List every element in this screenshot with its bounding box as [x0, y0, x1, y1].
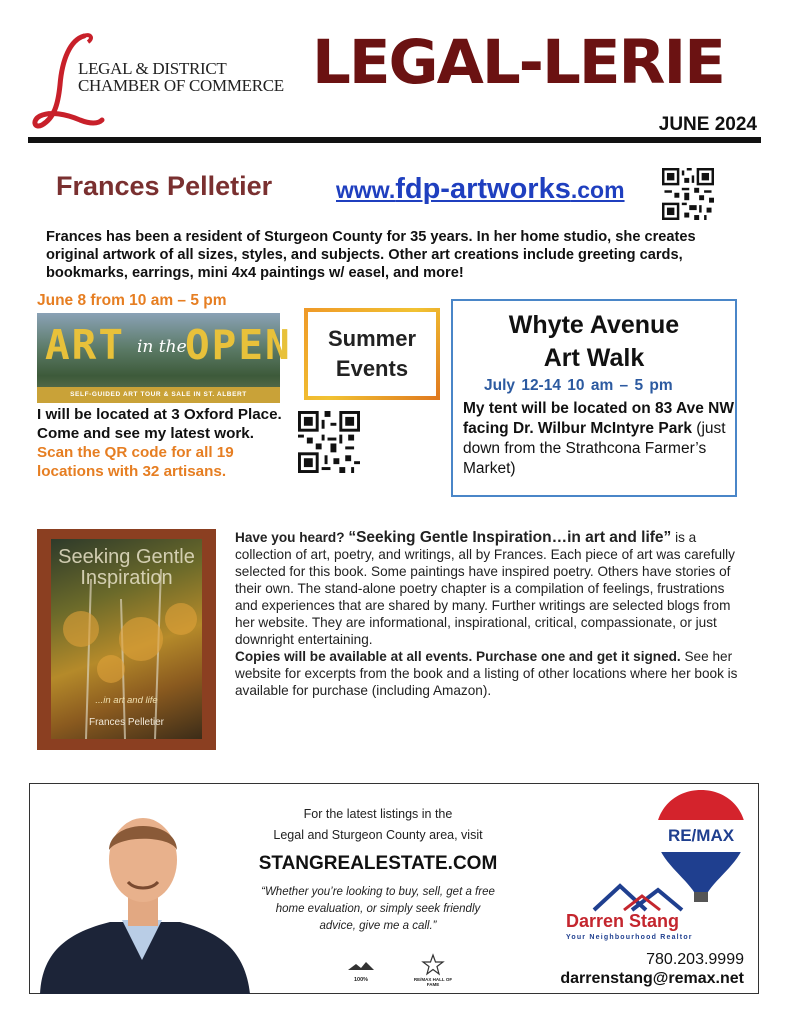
book-availability: Copies will be available at all events. Purchase one and get it signed.	[235, 649, 681, 664]
book-cover-title: Seeking Gentle Inspiration	[58, 546, 195, 589]
logo-line-2: CHAMBER OF COMMERCE	[78, 76, 284, 95]
house-logo-icon	[590, 880, 700, 912]
chamber-logo-text	[78, 60, 284, 94]
whyte-body-rest: (just down from the Strathcona Farmer’s Market)	[463, 420, 726, 477]
artist-intro: Frances has been a resident of Sturgeon County for 35 years. In her home studio, she creates original artwork of all sizes, styles, and subjects. Other art creations include greeting cards, bookmarks, earrings, mini 4x4 paintings w/ easel, and more!	[46, 229, 696, 281]
agent-tagline: Your Neighbourhood Realtor	[566, 934, 693, 941]
issue-date: JUNE 2024	[658, 114, 757, 135]
hall-of-fame-star-icon	[422, 954, 444, 976]
book-cover-subtitle: ...in art and life	[95, 695, 158, 706]
site-suffix: .com	[570, 177, 625, 203]
badge-100-percent: 100%	[353, 977, 369, 983]
book-description	[235, 529, 745, 699]
remax-wordmark: RE/MAX	[667, 826, 735, 845]
banner-word-in-the: in the	[137, 337, 187, 357]
agent-phone[interactable]: 780.203.9999	[646, 951, 744, 968]
book-cover-author: Frances Pelletier	[88, 717, 165, 728]
agent-photo-icon	[30, 790, 255, 994]
book-body: is a collection of art, poetry, and writings, all by Frances. Each piece of art was carefully selected for this book. Some paintings have inspired poetry. Others have stories of their own. The stand-alone poetry chapter is a compilation of feelings, frustrations and experiences that are shared by many. Further writings are selected blogs from her website. They are informational, inspirational, critical, compassionate, or just downright entertaining.	[235, 530, 735, 647]
ad-lead-line-1: For the latest listings in the	[303, 807, 453, 821]
location-text: I will be located at 3 Oxford Place. Come and see my latest work.	[37, 406, 282, 442]
site-prefix: www.	[336, 177, 396, 203]
ad-quote: “Whether you’re looking to buy, sell, get a free home evaluation, or simply seek friendly advice, give me a call.”	[261, 886, 495, 932]
summer-line-1: Summer	[327, 326, 417, 351]
realtor-advertisement	[29, 783, 759, 994]
header-divider	[28, 137, 761, 143]
artist-name: Frances Pelletier	[56, 171, 273, 201]
artist-website-link[interactable]	[336, 173, 625, 206]
art-in-the-open-banner	[37, 313, 292, 403]
agent-name: Darren Stang	[566, 911, 680, 931]
whyte-title-line-2: Art Walk	[543, 344, 645, 372]
art-in-the-open-location	[37, 405, 285, 481]
ad-lead	[258, 804, 498, 846]
location-highlight: Scan the QR code for all 19 locations with 32 artisans.	[37, 444, 234, 480]
whyte-body-bold: My tent will be located on 83 Ave NW facing Dr. Wilbur McIntyre Park	[463, 400, 735, 437]
website-qr-code-icon[interactable]	[662, 168, 714, 220]
locations-qr-code-icon[interactable]	[298, 411, 360, 473]
book-closing: See her website for excerpts from the book and a listing of other locations where her book is available for purchase (including Amazon).	[235, 649, 738, 698]
realtor-website-link[interactable]: STANGREALESTATE.COM	[258, 853, 498, 874]
summer-events-label	[304, 308, 440, 400]
banner-word-open: OPEN	[185, 321, 292, 369]
hundred-percent-club-icon	[346, 960, 376, 974]
whyte-avenue-box	[451, 299, 737, 497]
whyte-date: July 12-14 10 am – 5 pm	[484, 377, 673, 394]
agent-email[interactable]: darrenstang@remax.net	[560, 970, 744, 987]
whyte-title-line-1: Whyte Avenue	[508, 311, 680, 339]
whyte-title	[453, 309, 735, 375]
art-in-the-open-date: June 8 from 10 am – 5 pm	[37, 292, 227, 309]
book-lead: Have you heard?	[235, 530, 349, 545]
banner-word-art: ART	[45, 321, 126, 369]
badge-hall-of-fame: RE/MAX HALL OF FAME	[413, 977, 453, 987]
whyte-body	[463, 399, 735, 479]
site-main: fdp-artworks	[395, 173, 571, 205]
ad-lead-line-2: Legal and Sturgeon County area, visit	[273, 828, 483, 842]
banner-band: SELF-GUIDED ART TOUR & SALE IN ST. ALBERT	[37, 387, 280, 403]
summer-line-2: Events	[335, 356, 409, 381]
newsletter-title: LEGAL-LERIE	[312, 27, 724, 98]
book-cover-image	[37, 529, 216, 750]
book-title-quote: “Seeking Gentle Inspiration…in art and life”	[348, 529, 672, 546]
logo-line-1: LEGAL & DISTRICT	[78, 59, 227, 78]
